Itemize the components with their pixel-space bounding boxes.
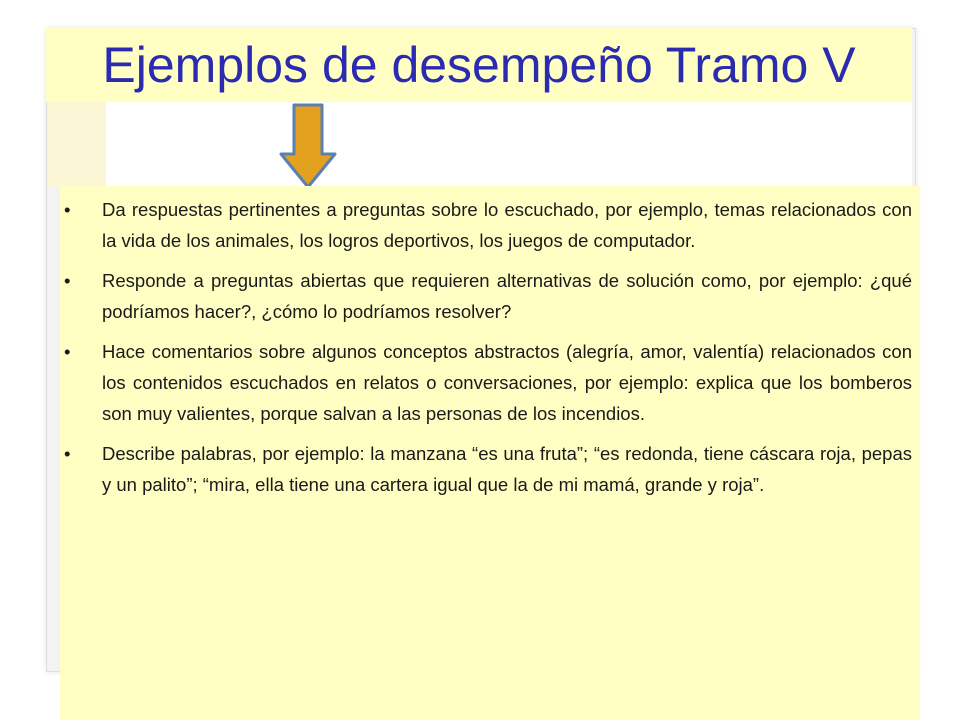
bullet-text: Describe palabras, por ejemplo: la manzana “es una fruta”; “es redonda, tiene cáscara roja, pepas y un palito”; “mira, ella tiene una cartera igual que la de mi mamá, grande y roja”.	[102, 443, 912, 495]
slide-title: Ejemplos de desempeño Tramo V	[102, 37, 856, 93]
bullet-text: Responde a preguntas abiertas que requieren alternativas de solución como, por ejemplo: ¿qué podríamos hacer?, ¿cómo lo podríamos resolver?	[102, 270, 912, 322]
header-gap	[106, 102, 912, 187]
bullet-dot: •	[64, 270, 71, 291]
list-item	[60, 265, 912, 327]
bullet-dot: •	[64, 199, 71, 220]
bullet-dot: •	[64, 443, 71, 464]
content-panel	[60, 186, 920, 720]
left-accent-strip	[48, 102, 106, 187]
list-item	[60, 194, 912, 256]
down-arrow-icon	[278, 102, 338, 190]
list-item	[60, 336, 912, 429]
bullet-list	[60, 194, 912, 509]
bullet-text: Da respuestas pertinentes a preguntas sobre lo escuchado, por ejemplo, temas relacionados con la vida de los animales, los logros deportivos, los juegos de computador.	[102, 199, 912, 251]
list-item	[60, 438, 912, 500]
bullet-text: Hace comentarios sobre algunos conceptos abstractos (alegría, amor, valentía) relacionados con los contenidos escuchados en relatos o conversaciones, por ejemplo: explica que los bomberos son muy valientes, porque salvan a las personas de los incendios.	[102, 341, 912, 424]
bullet-dot: •	[64, 341, 71, 362]
